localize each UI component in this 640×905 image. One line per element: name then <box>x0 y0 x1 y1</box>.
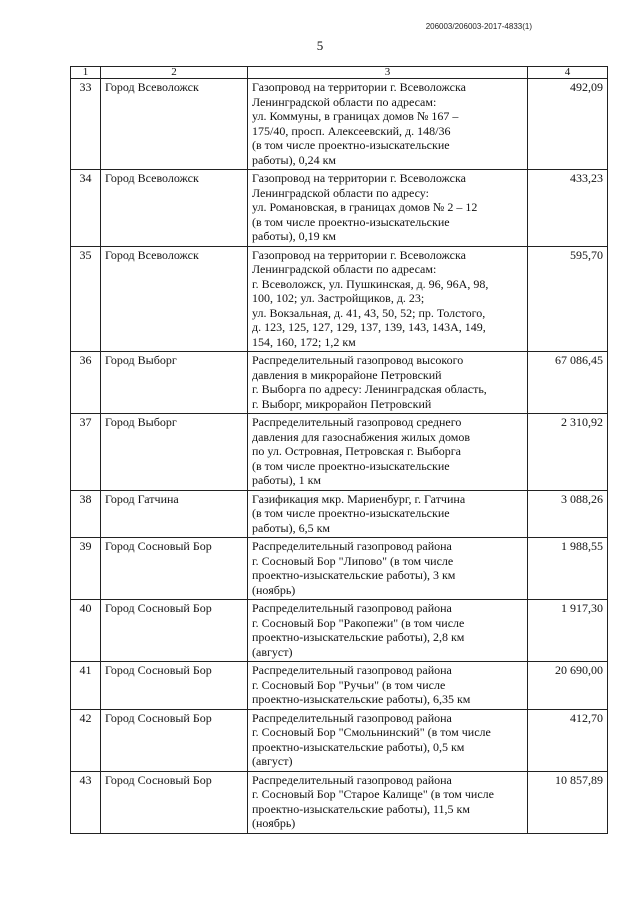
document-id: 206003/206003-2017-4833(1) <box>425 22 532 31</box>
page-number: 5 <box>316 38 324 53</box>
gas-pipeline-table <box>70 66 608 834</box>
row-description: Газопровод на территории г. Всеволожска Ленинградской области по адресу: ул. Романовская, в границах домов № 2 – 12 (в том числе проектно-изыскательские работы), 0,19 км <box>248 170 528 247</box>
row-description: Распределительный газопровод района г. Сосновый Бор "Ракопежи" (в том числе проектно-изыскательские работы), 2,8 км (август) <box>248 600 528 662</box>
table-row <box>71 246 608 352</box>
row-description: Распределительный газопровод района г. Сосновый Бор "Липово" (в том числе проектно-изыскательские работы), 3 км (ноябрь) <box>248 538 528 600</box>
row-amount: 595,70 <box>528 246 608 352</box>
column-header-2: 2 <box>101 67 248 79</box>
row-number: 33 <box>71 79 101 170</box>
row-number: 37 <box>71 414 101 491</box>
row-description: Распределительный газопровод среднего давления для газоснабжения жилых домов по ул. Островная, Петровская г. Выборга (в том числе проектно-изыскательские работы), 1 км <box>248 414 528 491</box>
row-amount: 67 086,45 <box>528 352 608 414</box>
table-row <box>71 771 608 833</box>
row-number: 40 <box>71 600 101 662</box>
row-city: Город Всеволожск <box>101 246 248 352</box>
row-amount: 3 088,26 <box>528 490 608 538</box>
table-row <box>71 490 608 538</box>
table-row <box>71 538 608 600</box>
row-amount: 433,23 <box>528 170 608 247</box>
row-city: Город Сосновый Бор <box>101 662 248 710</box>
column-header-4: 4 <box>528 67 608 79</box>
row-city: Город Выборг <box>101 414 248 491</box>
column-header-1: 1 <box>71 67 101 79</box>
row-description: Газопровод на территории г. Всеволожска Ленинградской области по адресам: г. Всеволожск, ул. Пушкинская, д. 96, 96А, 98, 100, 102; ул. Застройщиков, д. 23; ул. Вокзальная, д. 41, 43, 50, 52; пр. Толстого, д. 123, 125, 127, 129, 137, 139, 143, 143А, 149, 154, 160, 172; 1,2 км <box>248 246 528 352</box>
row-number: 41 <box>71 662 101 710</box>
table-row <box>71 600 608 662</box>
row-amount: 10 857,89 <box>528 771 608 833</box>
row-number: 36 <box>71 352 101 414</box>
row-description: Распределительный газопровод района г. Сосновый Бор "Старое Калище" (в том числе проектно-изыскательские работы), 11,5 км (ноябрь) <box>248 771 528 833</box>
row-amount: 412,70 <box>528 709 608 771</box>
table-header <box>71 67 608 79</box>
row-number: 39 <box>71 538 101 600</box>
row-city: Город Сосновый Бор <box>101 771 248 833</box>
column-header-3: 3 <box>248 67 528 79</box>
table-row <box>71 709 608 771</box>
table-row <box>71 79 608 170</box>
row-description: Распределительный газопровод района г. Сосновый Бор "Смольнинский" (в том числе проектно-изыскательские работы), 0,5 км (август) <box>248 709 528 771</box>
row-number: 38 <box>71 490 101 538</box>
row-city: Город Сосновый Бор <box>101 709 248 771</box>
row-number: 43 <box>71 771 101 833</box>
row-amount: 1 917,30 <box>528 600 608 662</box>
row-description: Газификация мкр. Мариенбург, г. Гатчина (в том числе проектно-изыскательские работы), 6,5 км <box>248 490 528 538</box>
row-amount: 2 310,92 <box>528 414 608 491</box>
row-number: 34 <box>71 170 101 247</box>
row-number: 42 <box>71 709 101 771</box>
row-city: Город Выборг <box>101 352 248 414</box>
row-description: Газопровод на территории г. Всеволожска Ленинградской области по адресам: ул. Коммуны, в границах домов № 167 – 175/40, просп. Алексеевский, д. 148/36 (в том числе проектно-изыскательские работы), 0,24 км <box>248 79 528 170</box>
row-city: Город Сосновый Бор <box>101 600 248 662</box>
row-description: Распределительный газопровод высокого давления в микрорайоне Петровский г. Выборга по адресу: Ленинградская область, г. Выборг, микрорайон Петровский <box>248 352 528 414</box>
row-city: Город Всеволожск <box>101 170 248 247</box>
row-amount: 1 988,55 <box>528 538 608 600</box>
row-description: Распределительный газопровод района г. Сосновый Бор "Ручьи" (в том числе проектно-изыскательские работы), 6,35 км <box>248 662 528 710</box>
row-city: Город Гатчина <box>101 490 248 538</box>
row-number: 35 <box>71 246 101 352</box>
table-row <box>71 352 608 414</box>
table-row <box>71 662 608 710</box>
header-row <box>71 67 608 79</box>
table-row <box>71 414 608 491</box>
row-amount: 492,09 <box>528 79 608 170</box>
table-row <box>71 170 608 247</box>
row-amount: 20 690,00 <box>528 662 608 710</box>
row-city: Город Всеволожск <box>101 79 248 170</box>
row-city: Город Сосновый Бор <box>101 538 248 600</box>
table-body <box>71 79 608 834</box>
